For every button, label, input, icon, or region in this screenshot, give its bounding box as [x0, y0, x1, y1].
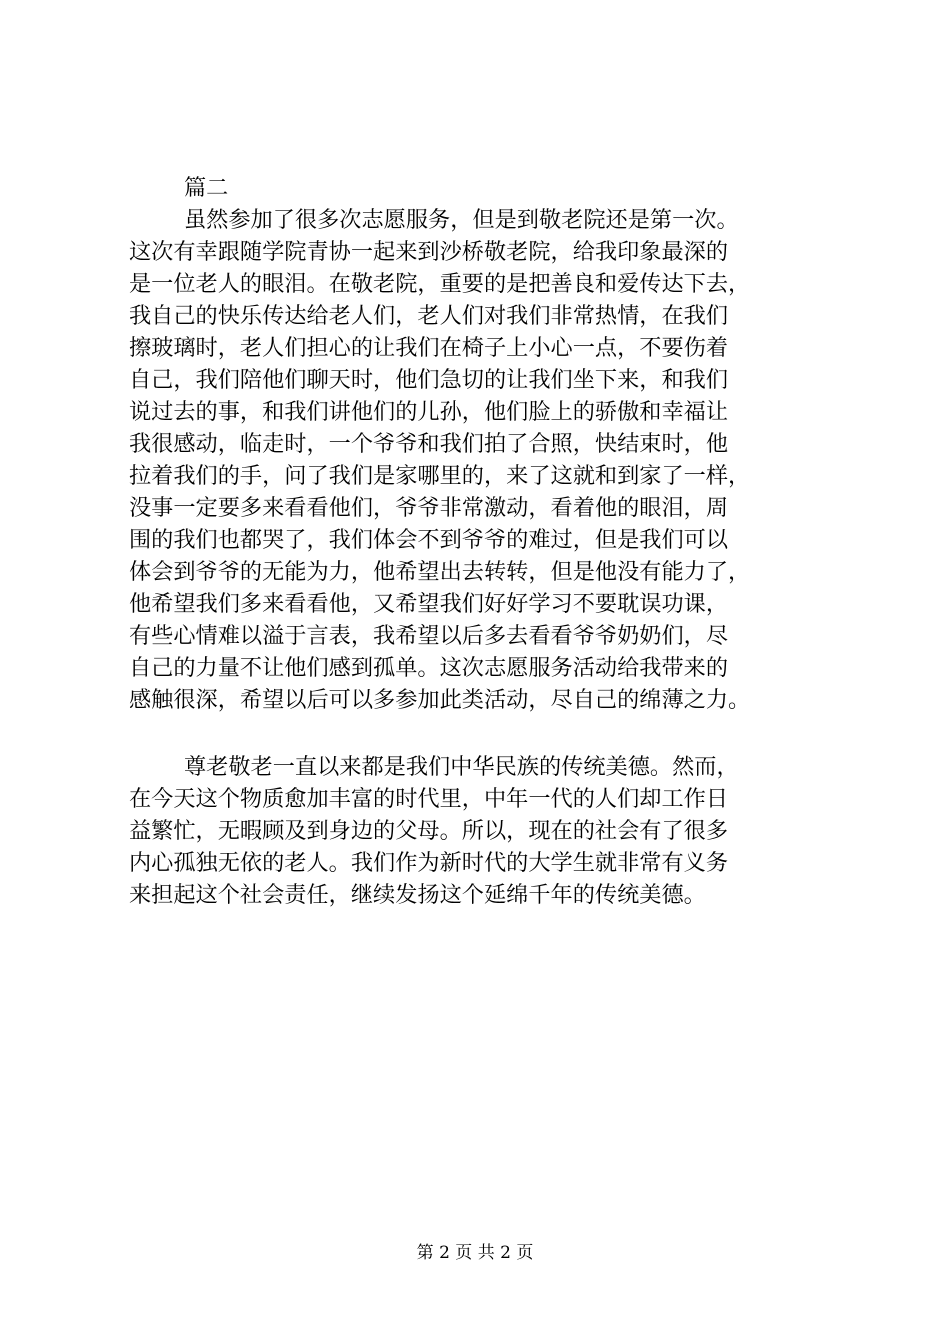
paragraph-line: 在今天这个物质愈加丰富的时代里，中年一代的人们却工作日 [129, 786, 729, 812]
paragraph-line: 有些心情难以溢于言表，我希望以后多去看看爷爷奶奶们，尽 [129, 623, 729, 649]
paragraph-line: 自己，我们陪他们聊天时，他们急切的让我们坐下来，和我们 [129, 367, 729, 393]
paragraph-line: 虽然参加了很多次志愿服务，但是到敬老院还是第一次。 [184, 207, 739, 233]
paragraph-line: 自己的力量不让他们感到孤单。这次志愿服务活动给我带来的 [129, 655, 729, 681]
paragraph-line: 益繁忙，无暇顾及到身边的父母。所以，现在的社会有了很多 [129, 818, 729, 844]
paragraph-line: 没事一定要多来看看他们，爷爷非常激动，看着他的眼泪，周 [129, 495, 729, 521]
paragraph-line: 尊老敬老一直以来都是我们中华民族的传统美德。然而， [184, 754, 739, 780]
section-heading: 篇二 [184, 175, 229, 201]
paragraph-line: 内心孤独无依的老人。我们作为新时代的大学生就非常有义务 [129, 850, 729, 876]
paragraph-line: 我自己的快乐传达给老人们，老人们对我们非常热情，在我们 [129, 303, 729, 329]
paragraph-line: 说过去的事，和我们讲他们的儿孙，他们脸上的骄傲和幸福让 [129, 399, 729, 425]
paragraph-line: 我很感动，临走时，一个爷爷和我们拍了合照，快结束时，他 [129, 431, 729, 457]
paragraph-line: 围的我们也都哭了，我们体会不到爷爷的难过，但是我们可以 [129, 527, 729, 553]
paragraph-line: 来担起这个社会责任，继续发扬这个延绵千年的传统美德。 [129, 882, 706, 908]
page-number-footer: 第 2 页 共 2 页 [416, 1243, 534, 1263]
paragraph-line: 体会到爷爷的无能为力，他希望出去转转，但是他没有能力了， [129, 559, 751, 585]
paragraph-line: 拉着我们的手，问了我们是家哪里的，来了这就和到家了一样， [129, 463, 751, 489]
paragraph-line: 是一位老人的眼泪。在敬老院，重要的是把善良和爱传达下去， [129, 271, 751, 297]
paragraph-line: 这次有幸跟随学院青协一起来到沙桥敬老院，给我印象最深的 [129, 239, 729, 265]
paragraph-line: 他希望我们多来看看他，又希望我们好好学习不要耽误功课， [129, 591, 729, 617]
paragraph-line: 擦玻璃时，老人们担心的让我们在椅子上小心一点，不要伤着 [129, 335, 729, 361]
paragraph-line: 感触很深，希望以后可以多参加此类活动，尽自己的绵薄之力。 [129, 687, 751, 713]
